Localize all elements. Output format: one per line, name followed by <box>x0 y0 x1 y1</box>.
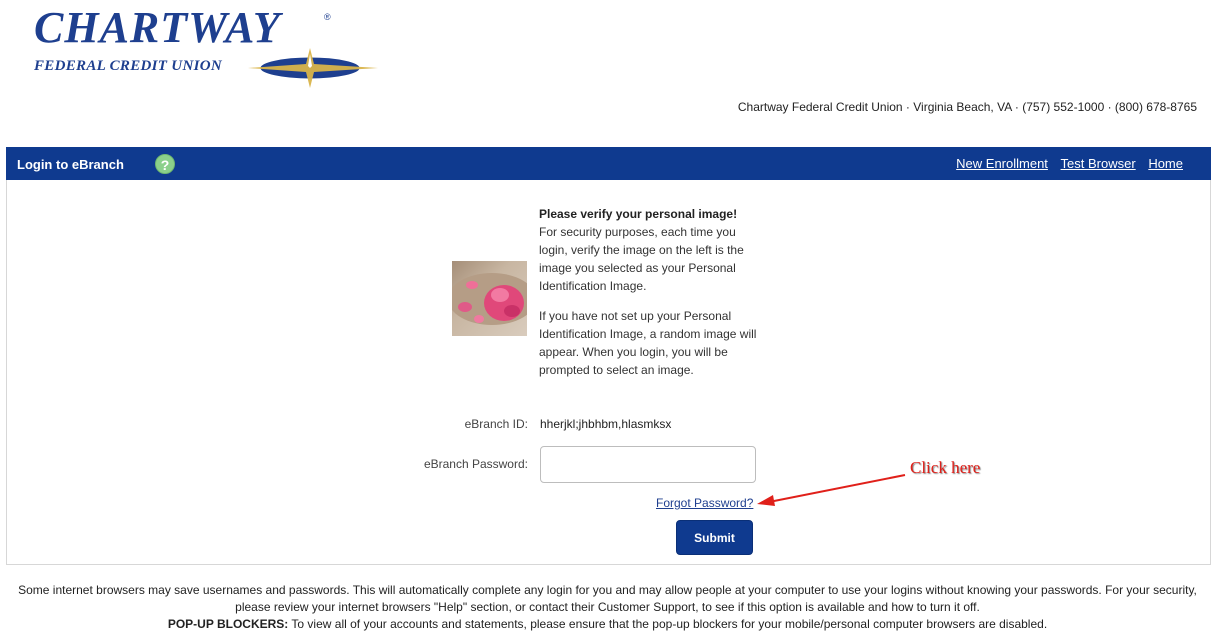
logo-wordmark: CHARTWAY <box>34 3 281 52</box>
click-here-annotation: Click here <box>910 458 981 477</box>
submit-button[interactable]: Submit <box>676 520 753 555</box>
login-header-bar <box>6 147 1211 180</box>
verify-text-1: For security purposes, each time you login, verify the image on the left is the image you selected as your Personal Identification Image. <box>539 225 744 293</box>
logo-subtitle: FEDERAL CREDIT UNION <box>34 58 222 74</box>
personal-identification-image <box>452 261 527 336</box>
new-enrollment-link[interactable]: New Enrollment <box>956 156 1048 171</box>
footer-warning-text: Some internet browsers may save usernames and passwords. This will automatically complete any login for you and may allow people at your computer to use your logins without knowing your passwords. For your security, please review your internet browsers "Help" section, or contact their Customer Support, to see if this option is available and how to turn it off. <box>18 583 1197 614</box>
contact-info: Chartway Federal Credit Union · Virginia Beach, VA · (757) 552-1000 · (800) 678-8765 <box>737 100 1197 114</box>
password-input[interactable] <box>540 446 756 483</box>
verify-text-2: If you have not set up your Personal Identification Image, a random image will appear. When you login, you will be prompted to select an image. <box>539 309 757 377</box>
security-footer <box>10 582 1205 633</box>
popup-blockers-text: To view all of your accounts and statements, please ensure that the pop-up blockers for your mobile/personal computer browsers are disabled. <box>291 617 1048 631</box>
compass-icon <box>248 44 388 90</box>
test-browser-link[interactable]: Test Browser <box>1060 156 1136 171</box>
verify-image-message <box>539 205 764 391</box>
popup-blockers-label: POP-UP BLOCKERS: <box>167 617 289 631</box>
help-icon[interactable]: ? <box>155 154 175 174</box>
header-links <box>947 156 1183 171</box>
ebranch-id-label: eBranch ID: <box>464 417 528 431</box>
annotation-arrow <box>755 470 915 510</box>
chartway-logo[interactable] <box>30 3 390 86</box>
verify-title: Please verify your personal image! <box>539 207 738 221</box>
registered-mark: ® <box>324 12 331 22</box>
ebranch-password-label: eBranch Password: <box>423 457 528 471</box>
ebranch-id-value: hherjkl;jhbhbm,hlasmksx <box>540 417 672 431</box>
forgot-password-link[interactable]: Forgot Password? <box>656 496 754 510</box>
page-title: Login to eBranch <box>17 157 124 172</box>
home-link[interactable]: Home <box>1148 156 1183 171</box>
